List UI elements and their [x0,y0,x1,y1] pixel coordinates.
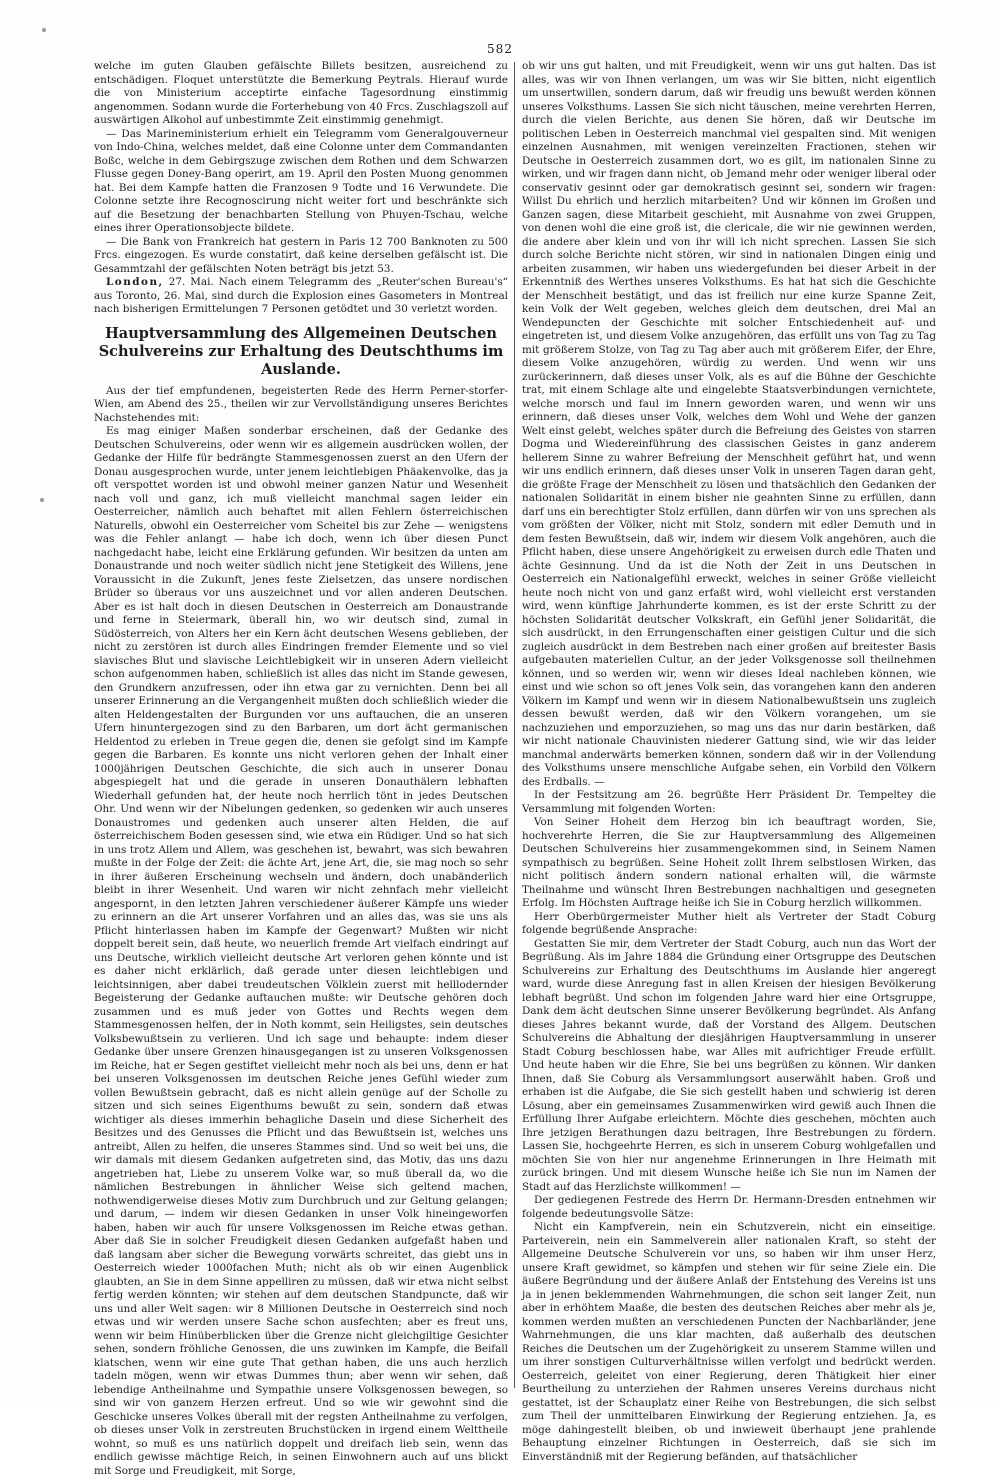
article-paragraph: Von Seiner Hoheit dem Herzog bin ich beauftragt worden, Sie, hochverehrte Herren, die Sie zur Hauptversammlung des Allgemeinen Deutschen Schulvereins hier zusammengekommen sind, in Seinem Namen sympathisch zu begrüßen. Seine Hoheit zollt Ihrem selbstlosen Wirken, das nicht politisch ändern sondern national erhalten will, die wärmste Theilnahme und wünscht Ihren Bestrebungen nachhaltigen und gesegneten Erfolg. Im Höchsten Auftrage heiße ich Sie in Coburg herzlich willkommen. [522,816,936,909]
article-paragraph: Es mag einiger Maßen sonderbar erscheinen, daß der Gedanke des Deutschen Schulvereins, oder wenn wir es allgemein ausdrücken wollen, der Gedanke der Hilfe für bedrängte Stammesgenossen zuerst an den Ufern der Donau ausgesprochen wurde, unter jenem leichtlebigen Phäakenvolke, das ja oft verspottet worden ist und obwohl meiner ganzen Natur und Wesenheit nach voll und ganz, ich muß vielleicht manchmal sagen leider ein Oesterreicher, nämlich auch behaftet mit allen Fehlern österreichischen Naturells, obwohl ein Oesterreicher vom Scheitel bis zur Zehe — wenigstens was die Fehler anlangt — habe ich doch, wenn ich über diesen Punct nachgedacht habe, leicht eine Erklärung gefunden. Wir besitzen da unten am Donaustrande und noch weiter südlich nicht jene Stetigkeit des Willens, jene Voraussicht in die Zukunft, jenes feste Zielsetzen, das unsere nordischen Brüder so überaus vor uns auszeichnet und vor allen anderen Deutschen. Aber es ist halt doch in diesen Deutschen in Oesterreich am Donaustrande und ferne in Steiermark, überall hin, wo wir deutsch sind, zumal in Südösterreich, von Alters her ein Kern ächt deutschen Wesens geblieben, der nicht zu zerstören ist durch alles Eindringen fremder Elemente und so viel slavisches Blut und slavische Leichtlebigkeit wir in unseren Adern vielleicht schon aufgenommen haben, schließlich ist alles das nicht im Stande gewesen, den Grundkern anzufressen, oder ihn etwa gar zu vernichten. Denn bei all unserer Erinnerung an die Vergangenheit mußten doch schließlich wieder die alten Heldengestalten der Burgunden vor uns auftauchen, die an unseren Ufern hinuntergezogen sind zu den Barbaren, um dort ächt germanischen Heldentod zu erleben in Treue gegen die, denen sie gefolgt sind im Kampfe gegen die Barbaren. Es konnte uns nicht verloren gehen der Inhalt einer 1000jährigen Deutschen Geschichte, die sich auch in unserer Donau abgespiegelt hat und die gerade in unseren Donauthälern lebhaften Wiederhall gefunden hat, der heute noch herrlich tönt in jedes Deutschen Ohr. Und wenn wir der Nibelungen gedenken, so gedenken wir auch unseres Donaustromes und gedenken auch unserer alten Helden, die auf österreichischem Boden gesessen sind, wie etwa ein Rüdiger. Und so hat sich in uns trotz Allem und Allem, was geschehen ist, bewahrt, was sich bewahren mußte in der Folge der Zeit: die ächte Art, jene Art, die, sie mag noch so sehr in ihrer äußeren Erscheinung wechseln und ändern, doch unabänderlich bleibt in ihrer Wesenheit. Und waren wir nicht zehnfach mehr vielleicht angespornt, in den letzten Jahren verschiedener äußerer Kämpfe uns wieder zu erinnern an die Art unserer Vorfahren und an alles das, was sie uns als Pflicht hinterlassen haben im Kampfe der Gegenwart? Mußten wir nicht doppelt bereit sein, daß heute, wo neuerlich fremde Art vielfach eindringt auf uns Deutsche, wirklich vielleicht deutsche Art verloren gehen könnte und ist es daher nicht erklärlich, daß gerade unter diesen leichtlebigen und leichtsinnigen, aber dabei treudeutschen Völklein zuerst mit helllodernder Begeisterung der Gedanke auftauchen mußte: wir Deutsche gehören doch zusammen und es muß jeder von Gottes und Rechts wegen dem Stammesgenossen helfen, der in Noth kommt, sein Heiligstes, sein deutsches Volksbewußtsein zu verlieren. Und ich sage und behaupte: indem dieser Gedanke über unsere Grenzen hinausgegangen ist zu unseren Volksgenossen im Reiche, hat er Segen gestiftet vielleicht mehr noch als bei uns, denn er hat bei unseren Volksgenossen im deutschen Reiche jenes Gefühl wieder zum vollen Bewußtsein gebracht, daß es nicht allein genüge auf der Scholle zu sitzen und sich seines Eigenthums bewußt zu sein, sondern daß etwas wichtiger als dieses immerhin behagliche Dasein und diese Sicherheit des Besitzes und des Genusses die Pflicht und das Bewußtsein ist, welches uns antreibt, Allen zu helfen, die unseres Stammes sind. Und so weit bei uns, die wir damals mit diesem Gedanken aufgetreten sind, das Motiv, das uns dazu angetrieben hat, Liebe zu unserem Volke war, so muß überall da, wo die nämlichen Bestrebungen in ähnlicher Weise sich geltend machen, nothwendigerweise dieses Motiv zum Durchbruch und zur Geltung gelangen; und darum, — indem wir diesen Gedanken in unser Volk hineingeworfen haben, haben wir auch für unsere Volksgenossen im Reiche etwas gethan. Aber daß Sie in solcher Freudigkeit diesen Gedanken aufgefaßt haben und daß langsam aber sicher die Bewegung vorwärts schreitet, das giebt uns in Oesterreich wieder 1000fachen Muth; nicht als ob wir einen Augenblick glaubten, an Sie in dem Sinne appelliren zu müssen, daß wir etwa nicht selbst fertig werden könnten; wir stehen auf dem deutschen Standpuncte, daß wir uns und aller Welt sagen: wir 8 Millionen Deutsche in Oesterreich sind noch etwas und wir werden unsere Sache schon ausfechten; aber es freut uns, wenn wir beim Hinüberblicken über die Grenze nicht gleichgiltige Gesichter sehen, sondern fröhliche Genossen, die uns zuwinken im Kampfe, die Beifall klatschen, wenn wir eine gute That gethan haben, die uns auch herzlich tadeln mögen, wenn wir etwas Dummes thun; aber wenn wir sehen, daß lebendige Antheilnahme und Sympathie unsere Volksgenossen bewegen, so sind wir von ganzem Herzen erfreut. Und so wie wir gewohnt sind die Geschicke unseres Volkes überall mit der regsten Antheilnahme zu verfolgen, ob dieses unser Volk in zerstreuten Bruchstücken in irgend einem Welttheile wohnt, so muß es uns natürlich doppelt und dreifach lieb sein, wenn das endlich gewisse mächtige Reich, in seinen Einwohnern auch auf uns blickt mit Sorge und Freudigkeit, mit Sorge, [94,425,508,1477]
page-number: 582 [487,42,513,56]
article-paragraph: Nicht ein Kampfverein, nein ein Schutzverein, nicht ein einseitige. Parteiverein, nein ein Sammelverein aller nationalen Kraft, so steht der Allgemeine Deutsche Schulverein vor uns, so haben wir ihm unser Herz, unsere Kraft gewidmet, so kämpfen und stehen wir für seine Ziele ein. Die äußere Begründung und der äußere Anlaß der Entstehung des Vereins ist uns ja in jenen beklemmenden Wahrnehmungen, die schon seit langer Zeit, nun aber in erhöhtem Maaße, die besten des deutschen Reiches aber mehr als je, kommen werden mußten an verschiedenen Puncten der Nachbarländer, jene Wahrnehmungen, die uns klar machten, daß außerhalb des deutschen Reiches die Deutschen um der Zugehörigkeit zu unserem Stamme willen und um ihrer sonstigen Culturverhältnisse willen verfolgt und bedrückt werden. Oesterreich, geleitet von einer Regierung, deren Thätigkeit hier einer Beurtheilung zu unterziehen der Rahmen unseres Vereins durchaus nicht gestattet, ist der Schauplatz einer Reihe von Bestrebungen, die sich selbst zum Theil der unmittelbaren Einwirkung der Regierung entziehen. Ja, es möge dahingestellt bleiben, ob und inwieweit überhaupt jene prahlende Behauptung einzelner Richtungen in Oesterreich, daß sie sich im Einverständniß mit der Regierung befänden, auf thatsächlicher [522,1221,936,1463]
dateline-place: London, [106,276,164,288]
section-heading: Hauptversammlung des Allgemeinen Deutschen Schulvereins zur Erhaltung des Deutschthums im Auslande. [98,324,504,378]
dateline-text: 27. Mai. Nach einem Telegramm des „Reuter'schen Bureau's“ aus Toronto, 26. Mai, sind durch die Explosion eines Gasometers in Montreal nach bisherigen Ermittelungen 7 Personen getödtet und 30 verletzt worden. [94,276,508,315]
article-paragraph: Herr Oberbürgermeister Muther hielt als Vertreter der Stadt Coburg folgende begrüßende Ansprache: [522,910,936,936]
paper-speck [40,498,44,502]
dateline-paragraph [94,276,508,317]
article-paragraph: — Die Bank von Frankreich hat gestern in Paris 12 700 Banknoten zu 500 Frcs. eingezogen. Es wurde constatirt, daß keine derselben gefälscht ist. Die Gesammtzahl der gefälschten Noten beträgt bis jetzt 53. [94,235,508,275]
article-paragraph: — Das Marineministerium erhielt ein Telegramm vom Generalgouverneur von Indo-China, welches meldet, daß eine Colonne unter dem Commandanten Boßc, welche in dem Gebirgszuge zwischen dem Rothen und dem Schwarzen Flusse gegen Doney-Bang operirt, am 19. April den Posten Muong genommen hat. Bei dem Kampfe hatten die Franzosen 9 Todte und 16 Verwundete. Die Colonne setzte ihre Recognoscirung nicht weiter fort und beschränkte sich auf die Besetzung der benachbarten Stellung von Phuyen-Tschau, welche eines ihrer Operationsobjecte bildete. [94,127,508,234]
paper-speck [42,28,46,32]
left-column [94,60,508,1477]
right-column [522,60,936,1463]
article-paragraph: welche im guten Glauben gefälschte Billets besitzen, ausreichend zu entschädigen. Floquet unterstützte die Bemerkung Peytrals. Hierauf wurde die von Ministerium acceptirte einfache Tagesordnung einstimmig angenommen. Sodann wurde die Forterhebung von 40 Frcs. Zuschlagszoll auf auswärtigen Alkohol auf unbestimmte Zeit einstimmig genehmigt. [94,60,508,126]
article-paragraph: Aus der tief empfundenen, begeisterten Rede des Herrn Perner-storfer-Wien, am Abend des 25., theilen wir zur Vervollständigung unseres Berichtes Nachstehendes mit: [94,384,508,424]
column-rule [514,62,515,1388]
article-paragraph: Der gediegenen Festrede des Herrn Dr. Hermann-Dresden entnehmen wir folgende bedeutungsvolle Sätze: [522,1194,936,1220]
article-paragraph: ob wir uns gut halten, und mit Freudigkeit, wenn wir uns gut halten. Das ist alles, was wir von Ihnen verlangen, um was wir Sie bitten, nicht eigentlich um unsertwillen, sondern darum, daß wir freudig uns bewußt werden können unseres Volksthums. Lassen Sie sich nicht täuschen, meine verehrten Herren, durch die vielen Berichte, aus denen Sie hören, daß wir Deutsche im politischen Leben in Oesterreich manchmal viel gespalten sind. Mit wenigen einzelnen Ausnahmen, mit wenigen vereinzelten Fractionen, stehen wir Deutsche in Oesterreich zusammen dort, wo es gilt, im nationalen Sinne zu wirken, und wir fragen dann nicht, ob Jemand mehr oder weniger liberal oder conservativ gesinnt oder gar demokratisch gesinnt sei, sondern wir fragen: Willst Du ehrlich und herzlich mitarbeiten? Und wir können im Großen und Ganzen sagen, diese Mitarbeit geschieht, mit Ausnahme von zwei Gruppen, von denen wohl die eine groß ist, die clericale, die wir nie gewinnen werden, die andere aber klein und von ihr will ich nicht sprechen. Lassen Sie sich durch solche Berichte nicht stören, wir sind in nationalen Dingen einig und arbeiten zusammen, wir haben uns wiedergefunden bei dieser Arbeit in der Erkenntniß des Werthes unseres Volksthums. Es hat hat sich die Geschichte der Menschheit bestätigt, und das ist freilich nur eine kurze Spanne Zeit, kein Volk der Welt gegeben, welches gleich dem deutschen, drei Mal an Wendepuncten der Geschichte mit solcher Entschiedenheit auf- und eingetreten ist, und diesem Volke anzugehören, das erfüllt uns von Tag zu Tag mit größerem Stolze, von Tag zu Tag aber auch mit größerem Eifer, der Ehre, diesem Volke anzugehören, würdig zu werden. Und wenn wir uns zurückerinnern, daß dieses unser Volk, als es auf die Bühne der Geschichte trat, mit einem Schlage alte und eingelebte Staatsverbindungen vernichtete, welche morsch und faul im Innern geworden waren, und wenn wir uns erinnern, daß dieses unser Volk, welches dem Wohl und Wehe der ganzen Welt einst gelebt, welches später durch die Befreiung des Geistes von starren Dogma und Wiedereinführung des classischen Geistes in ganz anderem hellerem Sinne zu wahrer Befreiung der Menschheit geführt hat, und wenn wir uns endlich erinnern, daß dieses unser Volk in unseren Tagen daran geht, die größte Frage der Menschheit zu lösen und thatsächlich den Gedanken der nationalen Solidarität in einem bisher nie geahnten Sinne zu erfüllen, dann darf uns ein berechtigter Stolz erfüllen, dann dürfen wir von uns sprechen als vom größten der Völker, nicht mit Stolz, sondern mit edler Demuth und in dem festen Bewußtsein, daß wir, indem wir diesem Volk angehören, auch die Pflicht haben, diese unsere Angehörigkeit zu erweisen durch edle Thaten und ächte Gesinnung. Und da ist die Noth der Zeit in uns Deutschen in Oesterreich ein Nationalgefühl erweckt, welches in seiner Größe vielleicht heute noch nicht von und ganz erfaßt wird, wohl vielleicht erst verstanden wird, wenn künftige Jahrhunderte kommen, es ist der erste Schritt zu der höchsten Solidarität deutscher Volkskraft, ein Gefühl jener Solidarität, die sich ausdrückt, in den Errungenschaften einer geistigen Cultur und die sich zugleich ausdrückt in dem Bestreben nach einer großen auf breitester Basis aufgebauten materiellen Cultur, an der jeder Volksgenosse soll theilnehmen können, und so werden wir, wenn wir dieses Ideal nachleben können, wie einst und wie schon so oft jenes Volk sein, das vorangehen kann den anderen Völkern im Kampf und wenn wir in diesem Nationalbewußtsein uns zugleich dessen bewußt werden, daß wir den Völkern vorangehen, um sie nachzuziehen und emporzuziehen, so mag uns das nur darin bestärken, daß wir nicht nationale Chauvinisten niederer Gattung sind, wie wir das leider manchmal anderwärts bemerken können, sondern daß wir in der Vollendung des Volksthums unsere menschliche Aufgabe sehen, ein Vorbild den Völkern des Erdballs. — [522,60,936,788]
article-paragraph: In der Festsitzung am 26. begrüßte Herr Präsident Dr. Tempeltey die Versammlung mit folgenden Worten: [522,789,936,815]
article-paragraph: Gestatten Sie mir, dem Vertreter der Stadt Coburg, auch nun das Wort der Begrüßung. Als im Jahre 1884 die Gründung einer Ortsgruppe des Deutschen Schulvereins zur Erhaltung des Deutschthums im Auslande hier angeregt ward, wurde diese Anregung fast in allen Kreisen der hiesigen Bevölkerung lebhaft begrüßt. Und schon im folgenden Jahre ward hier eine Ortsgruppe, Dank dem ächt deutschen Sinne unserer Bevölkerung begründet. Als Anfang dieses Jahres bekannt wurde, daß der Vorstand des Allgem. Deutschen Schulvereins die Abhaltung der diesjährigen Hauptversammlung in unserer Stadt Coburg beschlossen habe, war Alles mit aufrichtiger Freude erfüllt. Und heute haben wir die Ehre, Sie bei uns begrüßen zu können. Wir danken Ihnen, daß Sie Coburg als Versammlungsort auserwählt haben. Groß und erhaben ist die Aufgabe, die Sie sich gestellt haben und schwierig ist deren Lösung, aber ein gemeinsames Zusammenwirken wird gewiß auch Ihnen die Erfüllung Ihrer Aufgabe erleichtern. Möchte dies geschehen, möchten auch Ihre jetzigen Berathungen dazu beitragen, Ihre Bestrebungen zu fördern. Lassen Sie, hochgeehrte Herren, es sich in unserem Coburg wohlgefallen und möchten Sie von hier nur angenehme Erinnerungen in Ihre Heimath mit zurück bringen. Und mit diesem Wunsche heiße ich Sie nun im Namen der Stadt auf das Herzlichste willkommen! — [522,937,936,1193]
